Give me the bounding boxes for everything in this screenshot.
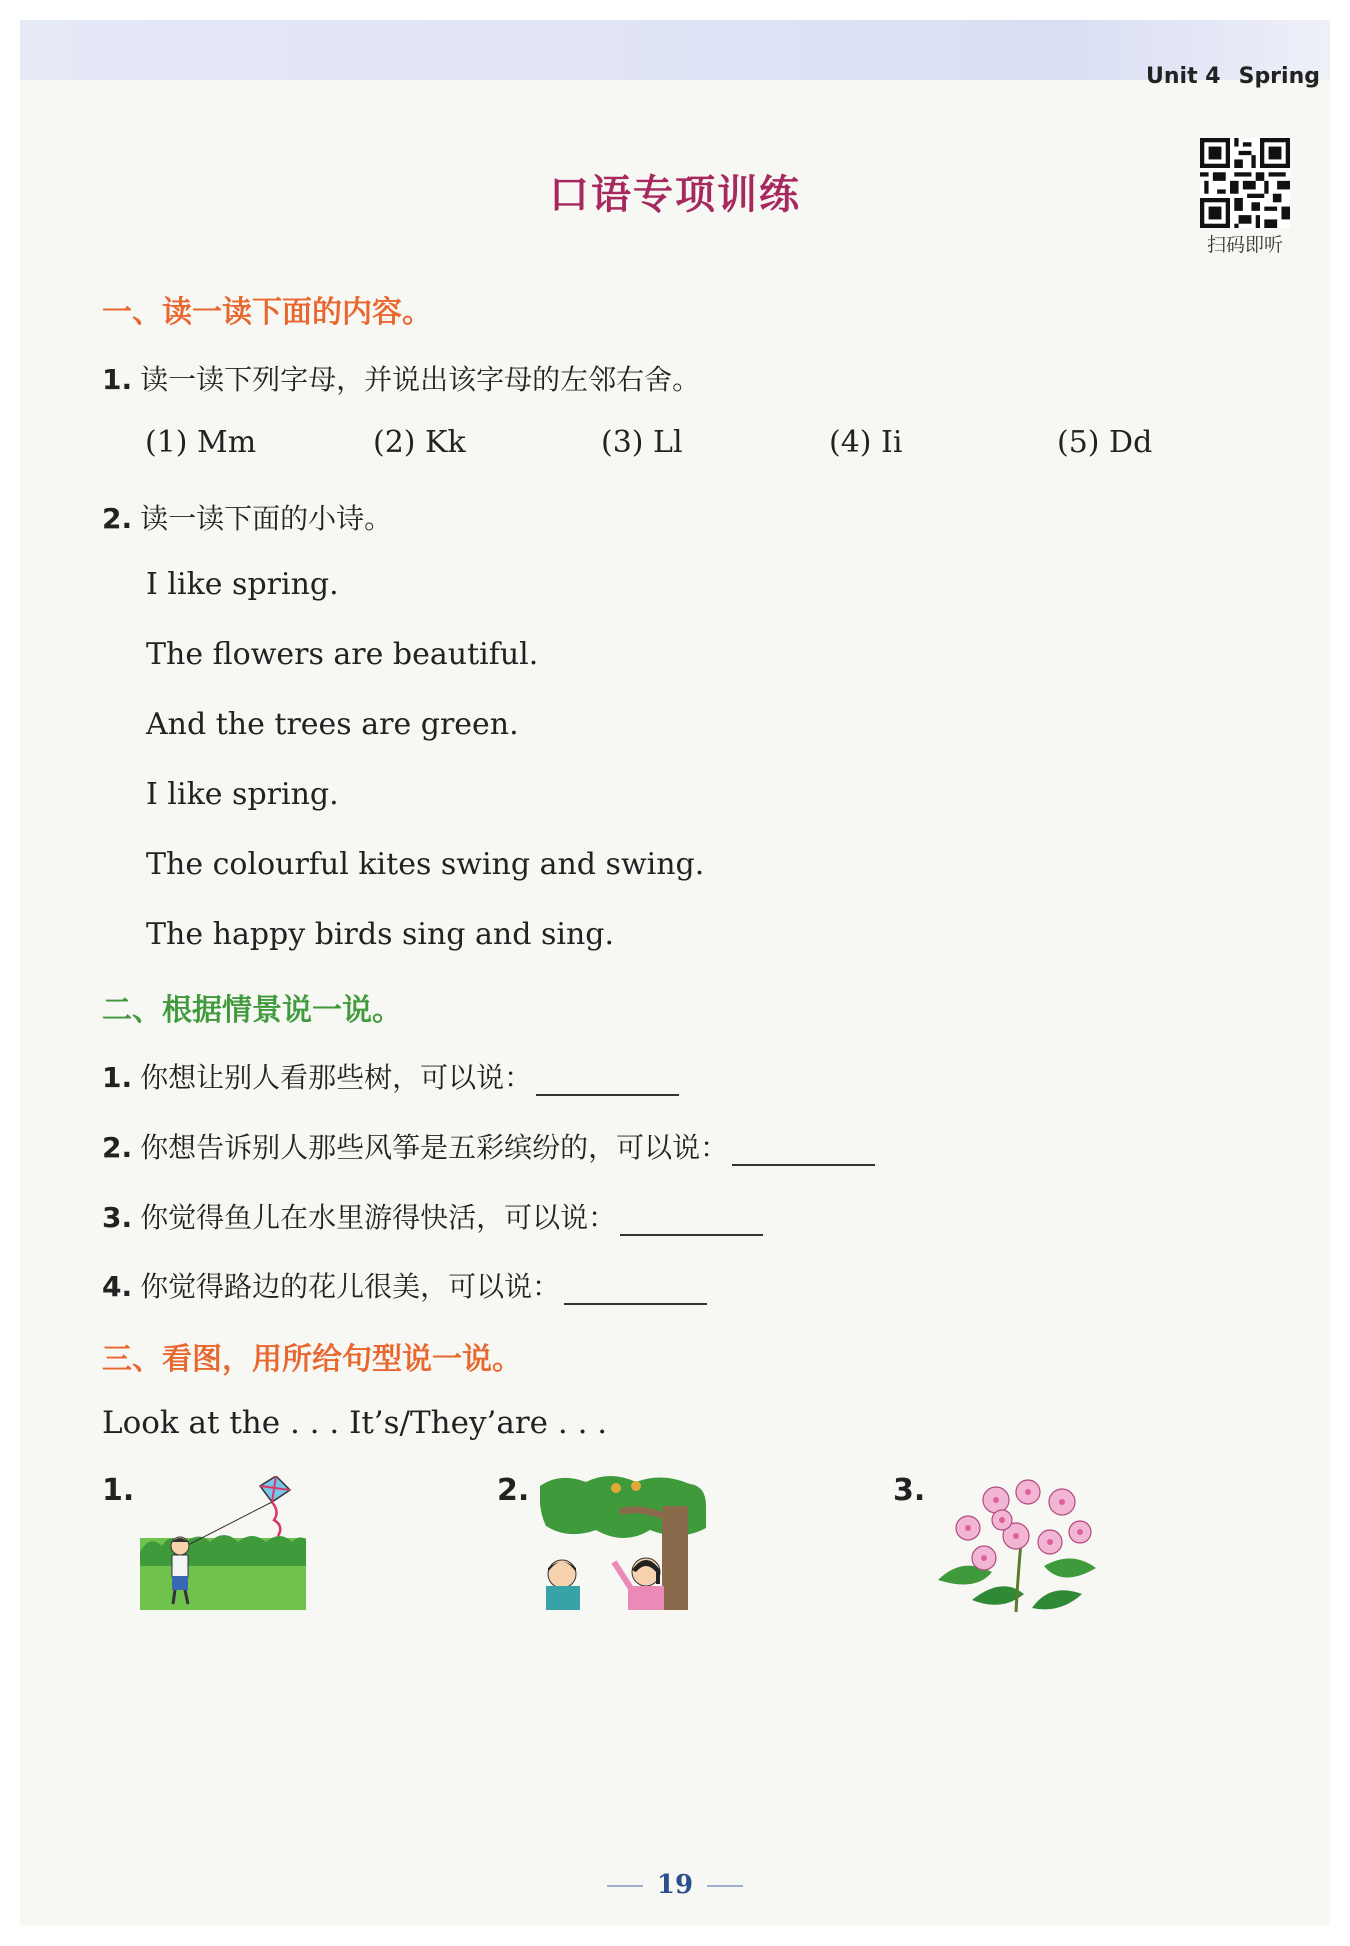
unit-topic: Spring [1238,64,1320,89]
q-text: 你觉得路边的花儿很美，可以说： [140,1270,561,1303]
poem-line: And the trees are green. [146,707,519,742]
section2-item [102,1126,875,1166]
flowers-picture [932,1472,1102,1614]
q-text: 读一读下列字母，并说出该字母的左邻右舍。 [140,363,701,396]
letter-item: (2) Kk [373,425,466,460]
picture-number: 3. [893,1473,926,1508]
section2-item [102,1056,679,1096]
qr-caption: 扫码即听 [1206,234,1283,256]
poem-line: The flowers are beautiful. [146,637,539,672]
poem-line: The colourful kites swing and swing. [146,847,705,882]
poem-line: I like spring. [146,567,339,602]
unit-number: Unit 4 [1146,64,1221,89]
q-number: 3. [102,1201,133,1234]
tree-birds-picture [540,1476,706,1610]
section2-item [102,1196,763,1236]
section1-q1 [102,358,700,398]
answer-blank[interactable] [732,1136,875,1166]
page-title: 口语专项训练 [549,172,801,218]
q-number: 1. [102,1061,133,1094]
sentence-pattern: Look at the . . . It’s/They’are . . . [102,1405,608,1441]
section2-heading: 二、根据情景说一说。 [102,993,402,1028]
section2-item [102,1265,707,1305]
q-text: 读一读下面的小诗。 [140,502,393,535]
page-footer [0,1870,1350,1900]
q-number: 2. [102,502,133,535]
q-text: 你想告诉别人那些风筝是五彩缤纷的，可以说： [140,1131,729,1164]
letter-item: (4) Ii [829,425,903,460]
letter-item: (1) Mm [145,425,257,460]
section1-q2 [102,497,392,537]
answer-blank[interactable] [536,1066,679,1096]
q-text: 你觉得鱼儿在水里游得快活，可以说： [140,1201,617,1234]
picture-number: 1. [102,1473,135,1508]
page-number: 19 [656,1870,694,1900]
poem-line: The happy birds sing and sing. [146,917,615,952]
answer-blank[interactable] [564,1275,707,1305]
letter-item: (3) Ll [601,425,683,460]
q-number: 1. [102,363,133,396]
answer-blank[interactable] [620,1206,763,1236]
section3-heading: 三、看图，用所给句型说一说。 [102,1342,522,1377]
section1-heading: 一、读一读下面的内容。 [102,295,432,330]
q-text: 你想让别人看那些树，可以说： [140,1061,533,1094]
header-band [20,20,1330,80]
qr-code-icon[interactable] [1200,138,1290,228]
q-number: 2. [102,1131,133,1164]
kite-picture [140,1476,310,1610]
unit-label [1146,64,1320,89]
poem-line: I like spring. [146,777,339,812]
letter-item: (5) Dd [1057,425,1153,460]
q-number: 4. [102,1270,133,1303]
picture-number: 2. [497,1473,530,1508]
